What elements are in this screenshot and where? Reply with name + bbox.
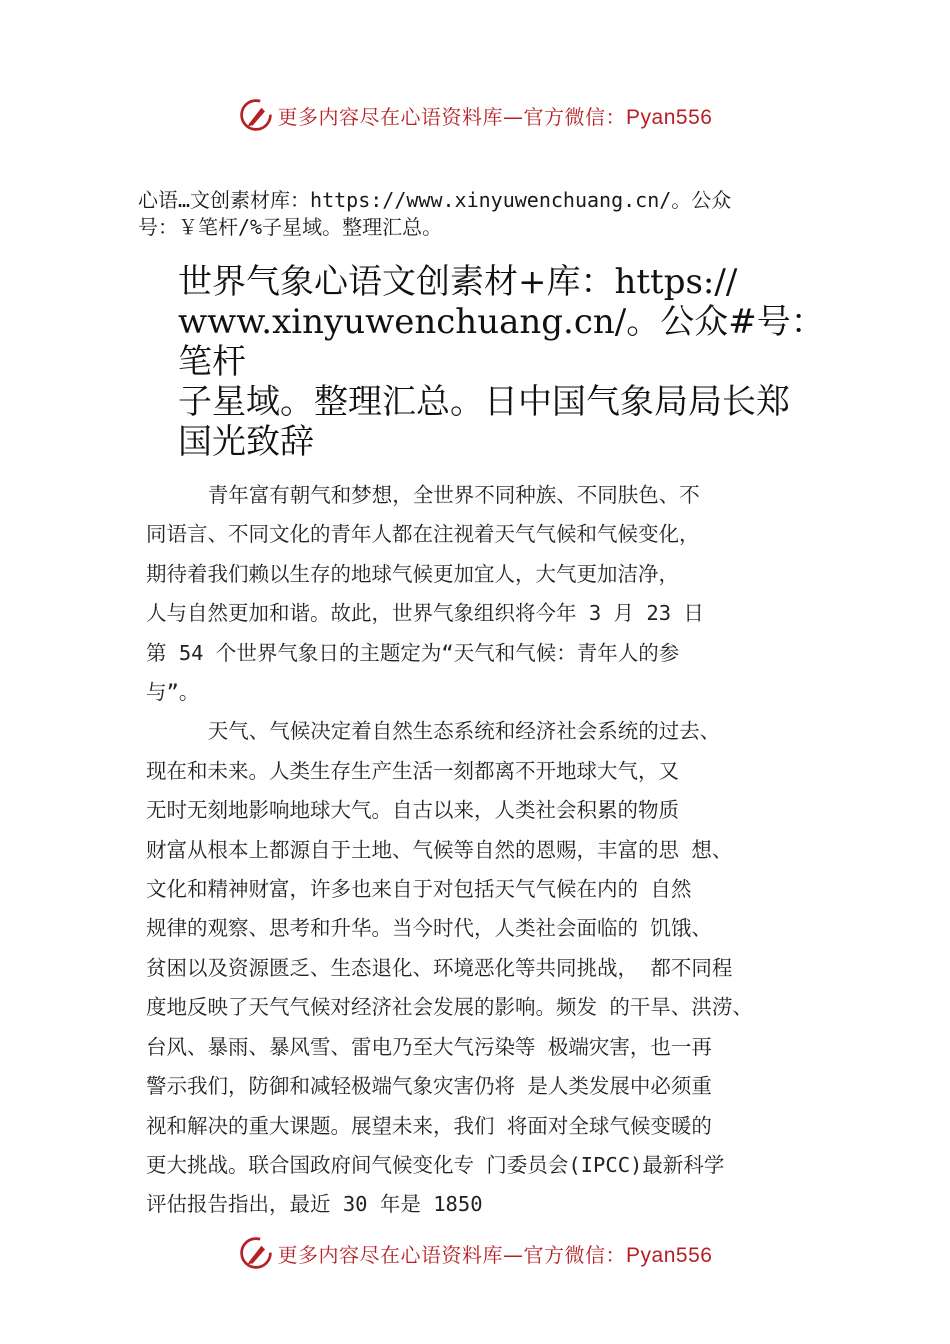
- pen-nib-logo-icon: [238, 1235, 274, 1271]
- header-note: 心语…文创素材库：https://www.xinyuwenchuang.cn/。公众 号：￥笔杆/%子星域。整理汇总。: [138, 188, 732, 239]
- pen-nib-logo-icon: [238, 97, 274, 133]
- document-body: [146, 476, 858, 1225]
- banner-text: 更多内容尽在心语资料库—官方微信：Pyan556: [277, 1242, 713, 1267]
- paragraph: 天气、气候决定着自然生态系统和经济社会系统的过去、 现在和未来。人类生存生产生活一刻都离不开地球大气，又 无时无刻地影响地球大气。自古以来，人类社会积累的物质 财富从根本上都源自于土地、气候等自然的恩赐，丰富的思 想、 文化和精神财富，许多也来自于对包括天气气候在内的 自然 规律的观察、思考和升华。当今时代，人类社会面临的 饥饿、 贫困以及资源匮乏、生态退化、环境恶化等共同挑战， 都不同程 度地反映了天气气候对经济社会发展的影响。频发 的干旱、洪涝、 台风、暴雨、暴风雪、雷电乃至大气污染等 极端灾害，也一再 警示我们，防御和减轻极端气象灾害仍将 是人类发展中必须重 视和解决的重大课题。展望未来，我们 将面对全球气候变暖的 更大挑战。联合国政府间气候变化专 门委员会(IPCC)最新科学 评估报告指出，最近 30 年是 1850: [146, 719, 753, 1217]
- banner-text: 更多内容尽在心语资料库—官方微信：Pyan556: [277, 104, 713, 129]
- document-title: 世界气象心语文创素材+库：https:// www.xinyuwenchuang.cn/。公众#号：笔杆 子星域。整理汇总。日中国气象局局长郑 国光致辞: [178, 262, 825, 462]
- paragraph: 青年富有朝气和梦想，全世界不同种族、不同肤色、不 同语言、不同文化的青年人都在注视着天气气候和气候变化， 期待着我们赖以生存的地球气候更加宜人，大气更加洁净， 人与自然更加和谐。故此，世界气象组织将今年 3 月 23 日 第 54 个世界气象日的主题定为“天气和气候：青年人的参 与”。: [146, 483, 704, 705]
- top-banner: [0, 94, 950, 136]
- wechat-id: Pyan556: [626, 1243, 713, 1267]
- bottom-banner: [0, 1232, 950, 1274]
- wechat-id: Pyan556: [626, 105, 713, 129]
